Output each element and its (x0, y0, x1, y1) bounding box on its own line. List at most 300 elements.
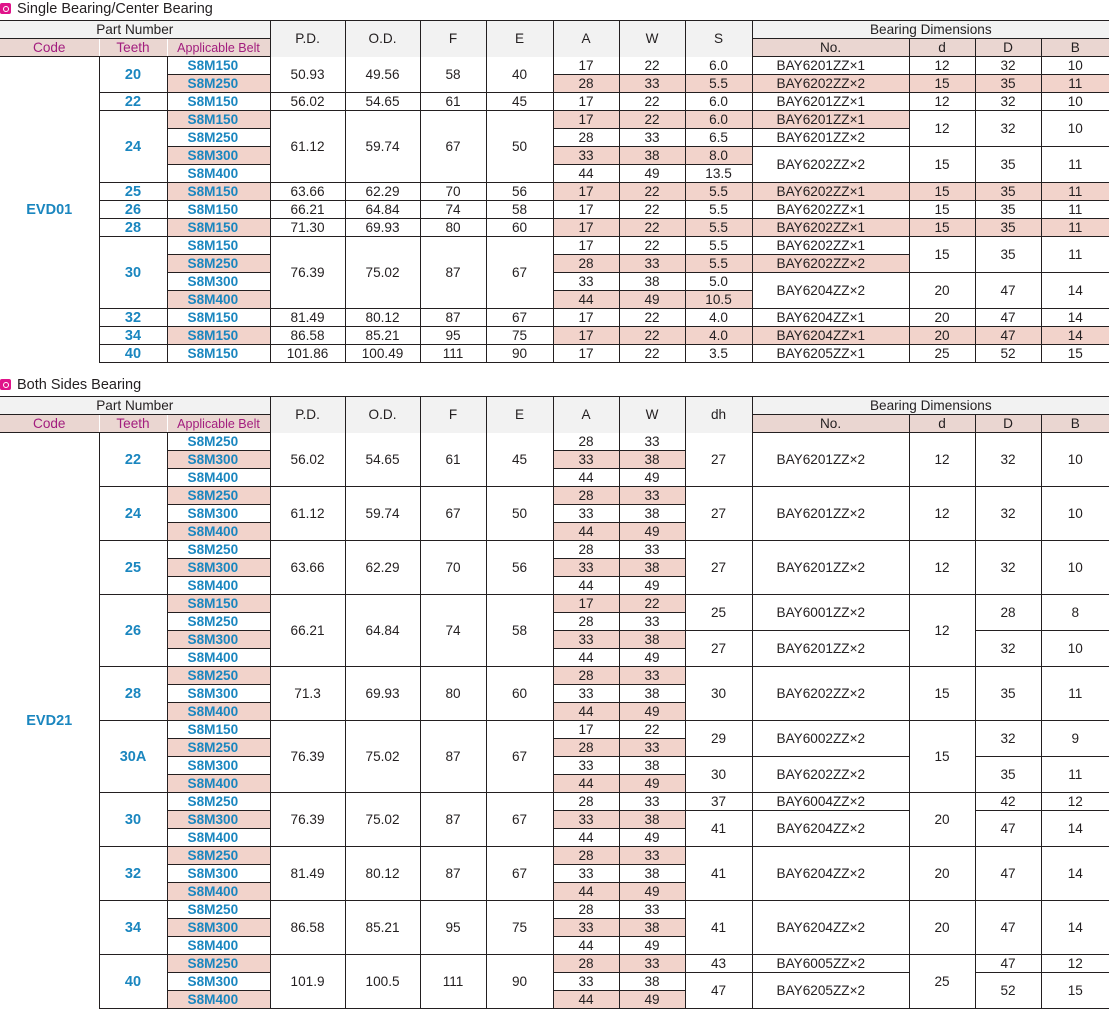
b-cell: 14 (1041, 847, 1109, 901)
d-small-cell: 12 (909, 433, 975, 487)
a-cell: 44 (553, 523, 619, 541)
d-small-cell: 25 (909, 345, 975, 363)
table-row (0, 147, 1109, 165)
belt-cell: S8M400 (167, 703, 270, 721)
b-cell: 10 (1041, 93, 1109, 111)
teeth-cell: 25 (99, 541, 167, 595)
f-cell: 87 (420, 309, 486, 327)
od-cell: 75.02 (345, 237, 420, 309)
b-cell: 14 (1041, 327, 1109, 345)
s-cell: 6.0 (685, 57, 752, 75)
d-big-header: D (975, 415, 1041, 433)
table-row (0, 433, 1109, 451)
pd-cell: 66.21 (270, 595, 345, 667)
part-number-header: Part Number (0, 21, 270, 39)
od-cell: 64.84 (345, 595, 420, 667)
pd-cell: 56.02 (270, 433, 345, 487)
belt-cell: S8M250 (167, 433, 270, 451)
f-cell: 80 (420, 219, 486, 237)
w-cell: 38 (619, 451, 685, 469)
belt-cell: S8M300 (167, 973, 270, 991)
belt-cell: S8M400 (167, 165, 270, 183)
pd-cell: 71.30 (270, 219, 345, 237)
a-cell: 44 (553, 937, 619, 955)
d-small-cell: 20 (909, 847, 975, 901)
dh-cell: 41 (685, 847, 752, 901)
code-header: Code (0, 39, 99, 57)
belt-cell: S8M250 (167, 541, 270, 559)
a-cell: 17 (553, 327, 619, 345)
pd-cell: 71.3 (270, 667, 345, 721)
a-cell: 28 (553, 433, 619, 451)
f-cell: 95 (420, 901, 486, 955)
od-cell: 59.74 (345, 111, 420, 183)
b-header: B (1041, 415, 1109, 433)
w-cell: 22 (619, 595, 685, 613)
e-cell: 60 (486, 667, 553, 721)
bearing-no-cell: BAY6001ZZ×2 (752, 595, 909, 631)
belt-header: Applicable Belt (167, 415, 270, 433)
dh-cell: 41 (685, 811, 752, 847)
teeth-cell: 26 (99, 595, 167, 667)
d-small-cell: 20 (909, 901, 975, 955)
d-big-cell: 47 (975, 901, 1041, 955)
d-small-cell: 15 (909, 237, 975, 273)
a-cell: 44 (553, 703, 619, 721)
d-big-cell: 47 (975, 847, 1041, 901)
od-cell: 100.49 (345, 345, 420, 363)
f-cell: 87 (420, 847, 486, 901)
od-cell: 85.21 (345, 901, 420, 955)
bearing-no-cell: BAY6202ZZ×1 (752, 219, 909, 237)
belt-cell: S8M150 (167, 183, 270, 201)
w-cell: 38 (619, 757, 685, 775)
belt-cell: S8M400 (167, 291, 270, 309)
b-cell: 15 (1041, 345, 1109, 363)
bearing-no-cell: BAY6204ZZ×2 (752, 811, 909, 847)
f-cell: 87 (420, 237, 486, 309)
e-cell: 67 (486, 793, 553, 847)
dh-cell: 41 (685, 901, 752, 955)
part-number-header: Part Number (0, 397, 270, 415)
w-cell: 49 (619, 649, 685, 667)
no-header: No. (752, 415, 909, 433)
d-small-cell: 15 (909, 721, 975, 793)
s-cell: 5.5 (685, 255, 752, 273)
e-header: E (486, 397, 553, 433)
dh-header: dh (685, 397, 752, 433)
section2-title: Both Sides Bearing (0, 376, 141, 394)
a-cell: 28 (553, 667, 619, 685)
w-cell: 38 (619, 505, 685, 523)
teeth-cell: 24 (99, 487, 167, 541)
od-cell: 54.65 (345, 433, 420, 487)
a-cell: 17 (553, 201, 619, 219)
table-row (0, 201, 1109, 219)
bearing-no-cell: BAY6202ZZ×2 (752, 667, 909, 721)
table-row (0, 309, 1109, 327)
a-cell: 28 (553, 541, 619, 559)
a-cell: 28 (553, 739, 619, 757)
e-cell: 75 (486, 901, 553, 955)
d-big-cell: 52 (975, 345, 1041, 363)
bearing-no-cell: BAY6205ZZ×1 (752, 345, 909, 363)
teeth-cell: 32 (99, 847, 167, 901)
bearing-no-cell: BAY6201ZZ×2 (752, 129, 909, 147)
bearing-no-cell: BAY6201ZZ×2 (752, 487, 909, 541)
table-row (0, 75, 1109, 93)
belt-cell: S8M400 (167, 523, 270, 541)
belt-cell: S8M400 (167, 829, 270, 847)
belt-cell: S8M400 (167, 883, 270, 901)
e-cell: 40 (486, 57, 553, 93)
w-cell: 22 (619, 219, 685, 237)
d-small-cell: 12 (909, 487, 975, 541)
a-header: A (553, 397, 619, 433)
od-cell: 80.12 (345, 309, 420, 327)
a-cell: 33 (553, 757, 619, 775)
d-big-header: D (975, 39, 1041, 57)
pd-cell: 63.66 (270, 183, 345, 201)
bearing-no-cell: BAY6205ZZ×2 (752, 973, 909, 1009)
teeth-cell: 40 (99, 955, 167, 1009)
e-cell: 58 (486, 201, 553, 219)
a-cell: 17 (553, 111, 619, 129)
bearing-no-cell: BAY6201ZZ×2 (752, 433, 909, 487)
belt-cell: S8M250 (167, 613, 270, 631)
s-cell: 6.0 (685, 93, 752, 111)
od-cell: 80.12 (345, 847, 420, 901)
w-cell: 22 (619, 201, 685, 219)
w-cell: 33 (619, 739, 685, 757)
b-cell: 11 (1041, 201, 1109, 219)
b-cell: 12 (1041, 955, 1109, 973)
d-big-cell: 35 (975, 183, 1041, 201)
od-header: O.D. (345, 397, 420, 433)
d-small-header: d (909, 415, 975, 433)
b-cell: 10 (1041, 487, 1109, 541)
s-cell: 6.0 (685, 111, 752, 129)
f-cell: 87 (420, 793, 486, 847)
e-cell: 67 (486, 309, 553, 327)
teeth-cell: 30 (99, 793, 167, 847)
belt-cell: S8M300 (167, 559, 270, 577)
d-big-cell: 35 (975, 757, 1041, 793)
s-cell: 5.5 (685, 219, 752, 237)
teeth-cell: 24 (99, 111, 167, 183)
section1-title: Single Bearing/Center Bearing (0, 0, 213, 18)
bearing-no-cell: BAY6202ZZ×2 (752, 75, 909, 93)
od-cell: 59.74 (345, 487, 420, 541)
belt-cell: S8M150 (167, 327, 270, 345)
teeth-cell: 22 (99, 93, 167, 111)
table-row (0, 847, 1109, 865)
a-cell: 17 (553, 309, 619, 327)
f-cell: 58 (420, 57, 486, 93)
od-cell: 49.56 (345, 57, 420, 93)
d-big-cell: 47 (975, 327, 1041, 345)
circle-bullet-icon (0, 3, 11, 14)
belt-cell: S8M150 (167, 57, 270, 75)
od-header: O.D. (345, 21, 420, 57)
w-cell: 33 (619, 613, 685, 631)
a-cell: 28 (553, 955, 619, 973)
belt-cell: S8M400 (167, 649, 270, 667)
teeth-cell: 28 (99, 219, 167, 237)
d-big-cell: 32 (975, 631, 1041, 667)
w-cell: 33 (619, 433, 685, 451)
b-cell: 10 (1041, 541, 1109, 595)
belt-cell: S8M150 (167, 237, 270, 255)
w-cell: 38 (619, 811, 685, 829)
w-cell: 22 (619, 327, 685, 345)
belt-cell: S8M150 (167, 309, 270, 327)
belt-cell: S8M300 (167, 811, 270, 829)
a-cell: 17 (553, 237, 619, 255)
f-header: F (420, 21, 486, 57)
bearing-no-cell: BAY6202ZZ×2 (752, 757, 909, 793)
s-cell: 6.5 (685, 129, 752, 147)
d-big-cell: 32 (975, 111, 1041, 147)
w-cell: 33 (619, 487, 685, 505)
w-cell: 33 (619, 847, 685, 865)
dh-cell: 25 (685, 595, 752, 631)
belt-cell: S8M400 (167, 775, 270, 793)
s-cell: 4.0 (685, 327, 752, 345)
d-big-cell: 35 (975, 75, 1041, 93)
d-small-cell: 12 (909, 111, 975, 147)
od-cell: 62.29 (345, 183, 420, 201)
teeth-cell: 26 (99, 201, 167, 219)
dh-cell: 30 (685, 757, 752, 793)
f-cell: 111 (420, 955, 486, 1009)
b-cell: 10 (1041, 631, 1109, 667)
bearing-no-cell: BAY6201ZZ×2 (752, 631, 909, 667)
w-cell: 49 (619, 829, 685, 847)
table-row (0, 183, 1109, 201)
b-cell: 11 (1041, 75, 1109, 93)
d-small-cell: 12 (909, 57, 975, 75)
belt-cell: S8M300 (167, 451, 270, 469)
e-cell: 90 (486, 345, 553, 363)
w-cell: 33 (619, 901, 685, 919)
od-cell: 75.02 (345, 721, 420, 793)
w-cell: 22 (619, 93, 685, 111)
d-big-cell: 47 (975, 811, 1041, 847)
pd-cell: 86.58 (270, 901, 345, 955)
e-cell: 45 (486, 433, 553, 487)
pd-cell: 81.49 (270, 847, 345, 901)
table-row (0, 793, 1109, 811)
b-header: B (1041, 39, 1109, 57)
d-small-cell: 20 (909, 793, 975, 847)
belt-cell: S8M300 (167, 631, 270, 649)
d-big-cell: 35 (975, 147, 1041, 183)
belt-cell: S8M300 (167, 757, 270, 775)
e-cell: 67 (486, 847, 553, 901)
pd-cell: 76.39 (270, 793, 345, 847)
bearing-no-cell: BAY6202ZZ×2 (752, 255, 909, 273)
table-row (0, 487, 1109, 505)
belt-cell: S8M150 (167, 219, 270, 237)
w-cell: 38 (619, 919, 685, 937)
d-big-cell: 32 (975, 433, 1041, 487)
f-cell: 70 (420, 183, 486, 201)
table-row (0, 219, 1109, 237)
a-cell: 33 (553, 811, 619, 829)
b-cell: 11 (1041, 237, 1109, 273)
a-cell: 33 (553, 147, 619, 165)
teeth-cell: 40 (99, 345, 167, 363)
e-cell: 50 (486, 111, 553, 183)
a-cell: 33 (553, 973, 619, 991)
d-small-cell: 15 (909, 147, 975, 183)
d-big-cell: 47 (975, 955, 1041, 973)
d-big-cell: 28 (975, 595, 1041, 631)
w-cell: 38 (619, 631, 685, 649)
d-big-cell: 35 (975, 201, 1041, 219)
belt-header: Applicable Belt (167, 39, 270, 57)
f-cell: 87 (420, 721, 486, 793)
w-cell: 38 (619, 973, 685, 991)
d-small-cell: 15 (909, 219, 975, 237)
w-cell: 49 (619, 577, 685, 595)
belt-cell: S8M250 (167, 255, 270, 273)
f-cell: 70 (420, 541, 486, 595)
w-cell: 22 (619, 237, 685, 255)
a-cell: 28 (553, 613, 619, 631)
d-small-cell: 12 (909, 93, 975, 111)
a-cell: 17 (553, 721, 619, 739)
pd-header: P.D. (270, 21, 345, 57)
bearing-no-cell: BAY6204ZZ×2 (752, 273, 909, 309)
od-cell: 69.93 (345, 667, 420, 721)
belt-cell: S8M150 (167, 721, 270, 739)
belt-cell: S8M250 (167, 901, 270, 919)
teeth-cell: 28 (99, 667, 167, 721)
belt-cell: S8M250 (167, 793, 270, 811)
e-cell: 67 (486, 721, 553, 793)
d-big-cell: 47 (975, 273, 1041, 309)
bearing-no-cell: BAY6201ZZ×1 (752, 93, 909, 111)
dh-cell: 27 (685, 541, 752, 595)
od-cell: 85.21 (345, 327, 420, 345)
w-cell: 33 (619, 793, 685, 811)
e-cell: 90 (486, 955, 553, 1009)
d-big-cell: 42 (975, 793, 1041, 811)
belt-cell: S8M400 (167, 469, 270, 487)
a-cell: 33 (553, 919, 619, 937)
bearing-no-cell: BAY6201ZZ×2 (752, 541, 909, 595)
d-small-cell: 15 (909, 667, 975, 721)
b-cell: 11 (1041, 667, 1109, 721)
b-cell: 8 (1041, 595, 1109, 631)
b-cell: 14 (1041, 273, 1109, 309)
a-cell: 33 (553, 685, 619, 703)
pd-cell: 101.86 (270, 345, 345, 363)
od-cell: 64.84 (345, 201, 420, 219)
belt-cell: S8M400 (167, 937, 270, 955)
s-cell: 4.0 (685, 309, 752, 327)
belt-cell: S8M150 (167, 345, 270, 363)
e-cell: 56 (486, 183, 553, 201)
belt-cell: S8M400 (167, 577, 270, 595)
a-cell: 44 (553, 291, 619, 309)
od-cell: 54.65 (345, 93, 420, 111)
od-cell: 62.29 (345, 541, 420, 595)
a-cell: 28 (553, 255, 619, 273)
table-row (0, 111, 1109, 129)
d-big-cell: 35 (975, 237, 1041, 273)
od-cell: 100.5 (345, 955, 420, 1009)
a-cell: 28 (553, 75, 619, 93)
f-cell: 80 (420, 667, 486, 721)
s-cell: 5.0 (685, 273, 752, 291)
bearing-no-cell: BAY6202ZZ×1 (752, 201, 909, 219)
s-header: S (685, 21, 752, 57)
w-cell: 49 (619, 469, 685, 487)
table-row (0, 93, 1109, 111)
f-cell: 111 (420, 345, 486, 363)
bearing-no-cell: BAY6204ZZ×1 (752, 327, 909, 345)
s-cell: 3.5 (685, 345, 752, 363)
table-row (0, 595, 1109, 613)
pd-cell: 61.12 (270, 111, 345, 183)
pd-header: P.D. (270, 397, 345, 433)
bearing-dimensions-header: Bearing Dimensions (752, 21, 1109, 39)
od-cell: 69.93 (345, 219, 420, 237)
d-big-cell: 32 (975, 721, 1041, 757)
w-cell: 49 (619, 775, 685, 793)
code-cell: EVD21 (0, 433, 99, 1009)
a-cell: 28 (553, 793, 619, 811)
teeth-cell: 20 (99, 57, 167, 93)
d-small-cell: 15 (909, 201, 975, 219)
w-cell: 49 (619, 703, 685, 721)
a-cell: 44 (553, 829, 619, 847)
f-cell: 74 (420, 595, 486, 667)
a-cell: 17 (553, 345, 619, 363)
d-small-cell: 20 (909, 327, 975, 345)
d-big-cell: 35 (975, 667, 1041, 721)
a-cell: 33 (553, 273, 619, 291)
d-big-cell: 35 (975, 219, 1041, 237)
od-cell: 75.02 (345, 793, 420, 847)
d-big-cell: 32 (975, 487, 1041, 541)
d-small-header: d (909, 39, 975, 57)
d-big-cell: 32 (975, 541, 1041, 595)
w-cell: 38 (619, 273, 685, 291)
dh-cell: 43 (685, 955, 752, 973)
b-cell: 11 (1041, 219, 1109, 237)
dh-cell: 29 (685, 721, 752, 757)
w-cell: 22 (619, 345, 685, 363)
a-cell: 17 (553, 595, 619, 613)
w-cell: 38 (619, 685, 685, 703)
table-row (0, 237, 1109, 255)
f-cell: 95 (420, 327, 486, 345)
b-cell: 10 (1041, 111, 1109, 147)
no-header: No. (752, 39, 909, 57)
a-cell: 44 (553, 991, 619, 1009)
pd-cell: 66.21 (270, 201, 345, 219)
w-header: W (619, 397, 685, 433)
w-cell: 33 (619, 667, 685, 685)
f-cell: 67 (420, 111, 486, 183)
bearing-no-cell: BAY6204ZZ×2 (752, 847, 909, 901)
a-header: A (553, 21, 619, 57)
w-cell: 49 (619, 523, 685, 541)
